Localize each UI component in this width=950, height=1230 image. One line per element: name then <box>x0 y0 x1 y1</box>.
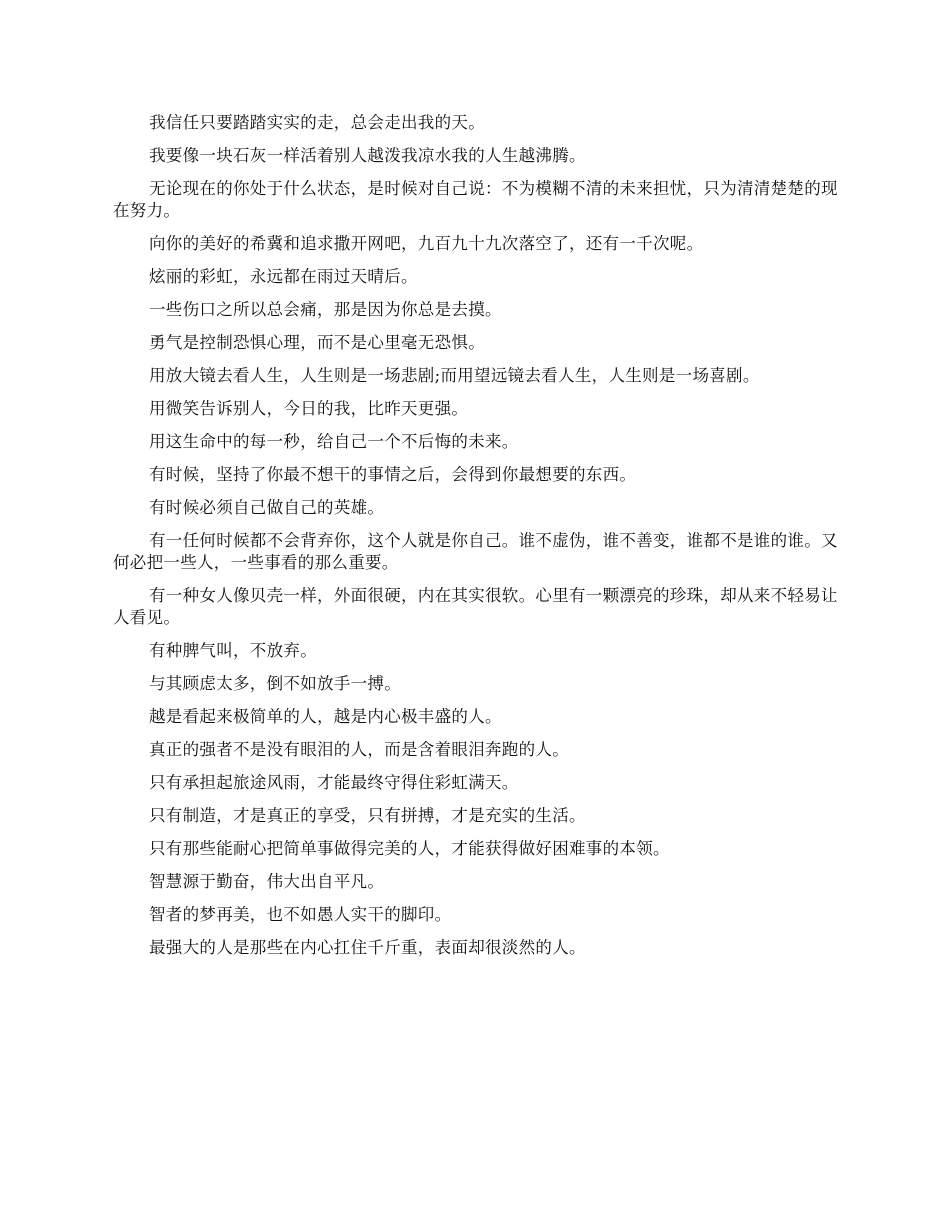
paragraph: 只有制造，才是真正的享受，只有拼搏，才是充实的生活。 <box>149 806 586 825</box>
paragraph: 最强大的人是那些在内心扛住千斤重，表面却很淡然的人。 <box>149 938 586 957</box>
paragraph: 用这生命中的每一秒，给自己一个不后悔的未来。 <box>149 432 519 451</box>
paragraph: 有时候必须自己做自己的英雄。 <box>149 498 385 517</box>
paragraph: 用微笑告诉别人，今日的我，比昨天更强。 <box>149 399 469 418</box>
paragraph: 有一种女人像贝壳一样，外面很硬，内在其实很软。心里有一颗漂亮的珍珠，却从来不轻易让人看见。 <box>113 586 838 627</box>
paragraph: 有种脾气叫，不放弃。 <box>149 641 317 660</box>
paragraph: 我信任只要踏踏实实的走，总会走出我的天。 <box>149 113 485 132</box>
paragraph: 向你的美好的希冀和追求撒开网吧，九百九十九次落空了，还有一千次呢。 <box>149 234 704 253</box>
paragraph: 与其顾虑太多，倒不如放手一搏。 <box>149 674 401 693</box>
paragraph: 无论现在的你处于什么状态，是时候对自己说：不为模糊不清的未来担忧，只为清清楚楚的现在努力。 <box>113 179 838 220</box>
paragraph: 有时候，坚持了你最不想干的事情之后，会得到你最想要的东西。 <box>149 465 637 484</box>
paragraph: 一些伤口之所以总会痛，那是因为你总是去摸。 <box>149 300 502 319</box>
paragraph: 真正的强者不是没有眼泪的人，而是含着眼泪奔跑的人。 <box>149 740 569 759</box>
paragraph: 只有那些能耐心把简单事做得完美的人，才能获得做好困难事的本领。 <box>149 839 670 858</box>
paragraph: 只有承担起旅途风雨，才能最终守得住彩虹满天。 <box>149 773 519 792</box>
document-body <box>113 112 841 970</box>
paragraph: 智者的梦再美，也不如愚人实干的脚印。 <box>149 905 452 924</box>
paragraph: 炫丽的彩虹，永远都在雨过天晴后。 <box>149 267 418 286</box>
paragraph: 越是看起来极简单的人，越是内心极丰盛的人。 <box>149 707 502 726</box>
paragraph: 我要像一块石灰一样活着别人越泼我凉水我的人生越沸腾。 <box>149 146 586 165</box>
paragraph: 有一任何时候都不会背弃你，这个人就是你自己。谁不虚伪，谁不善变，谁都不是谁的谁。又何必把一些人，一些事看的那么重要。 <box>113 531 838 572</box>
paragraph: 用放大镜去看人生，人生则是一场悲剧;而用望远镜去看人生，人生则是一场喜剧。 <box>149 366 760 385</box>
paragraph: 智慧源于勤奋，伟大出自平凡。 <box>149 872 385 891</box>
paragraph: 勇气是控制恐惧心理，而不是心里毫无恐惧。 <box>149 333 485 352</box>
